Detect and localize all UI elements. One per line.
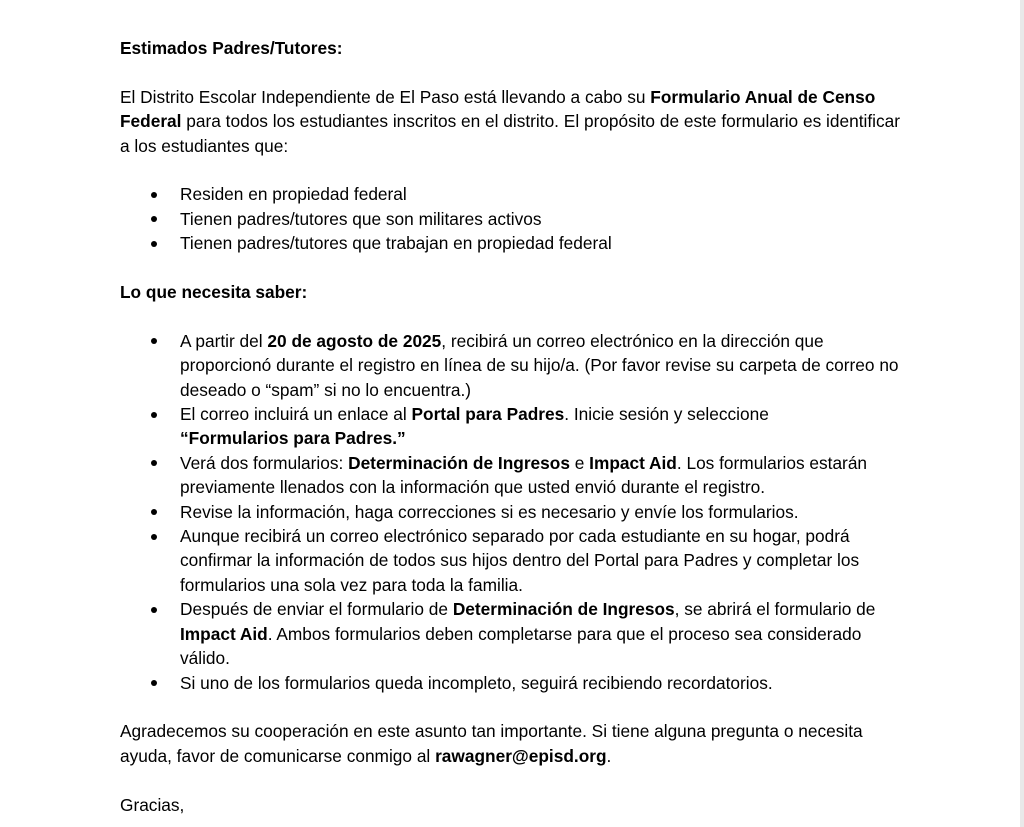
list-item: Revise la información, haga correcciones si es necesario y envíe los formularios. <box>120 500 910 524</box>
list-item: Si uno de los formularios queda incompleto, seguirá recibiendo recordatorios. <box>120 671 910 695</box>
list-item: El correo incluirá un enlace al Portal para Padres. Inicie sesión y seleccione “Formularios para Padres.” <box>120 402 910 451</box>
list-item: Tienen padres/tutores que trabajan en propiedad federal <box>120 231 910 255</box>
list-item: A partir del 20 de agosto de 2025, recibirá un correo electrónico en la dirección que proporcionó durante el registro en línea de su hijo/a. (Por favor revise su carpeta de correo no deseado o “spam” si no lo encuentra.) <box>120 329 910 402</box>
closing-paragraph: Agradecemos su cooperación en este asunto tan importante. Si tiene alguna pregunta o necesita ayuda, favor de comunicarse conmigo al rawagner@episd.org. <box>120 721 863 766</box>
criteria-list <box>120 182 910 255</box>
list-item: Tienen padres/tutores que son militares activos <box>120 207 910 231</box>
intro-paragraph: El Distrito Escolar Independiente de El Paso está llevando a cabo su Formulario Anual de Censo Federal para todos los estudiantes inscritos en el distrito. El propósito de este formulario es identificar a los estudiantes que: <box>120 86 900 156</box>
signoff: Gracias, <box>120 794 185 815</box>
salutation: Estimados Padres/Tutores: <box>120 38 343 58</box>
contact-email: rawagner@episd.org <box>435 745 607 766</box>
section-heading: Lo que necesita saber: <box>120 282 308 303</box>
page-edge-scrollbar <box>1020 0 1024 827</box>
list-item: Verá dos formularios: Determinación de Ingresos e Impact Aid. Los formularios estarán previamente llenados con la información que usted envió durante el registro. <box>120 451 910 500</box>
list-item: Después de enviar el formulario de Determinación de Ingresos, se abrirá el formulario de Impact Aid. Ambos formularios deben completarse para que el proceso sea considerado válido. <box>120 597 910 670</box>
letter-body <box>120 36 910 817</box>
info-list <box>120 329 910 695</box>
list-item: Aunque recibirá un correo electrónico separado por cada estudiante en su hogar, podrá confirmar la información de todos sus hijos dentro del Portal para Padres y completar los formularios una sola vez para toda la familia. <box>120 524 910 597</box>
list-item: Residen en propiedad federal <box>120 182 910 206</box>
